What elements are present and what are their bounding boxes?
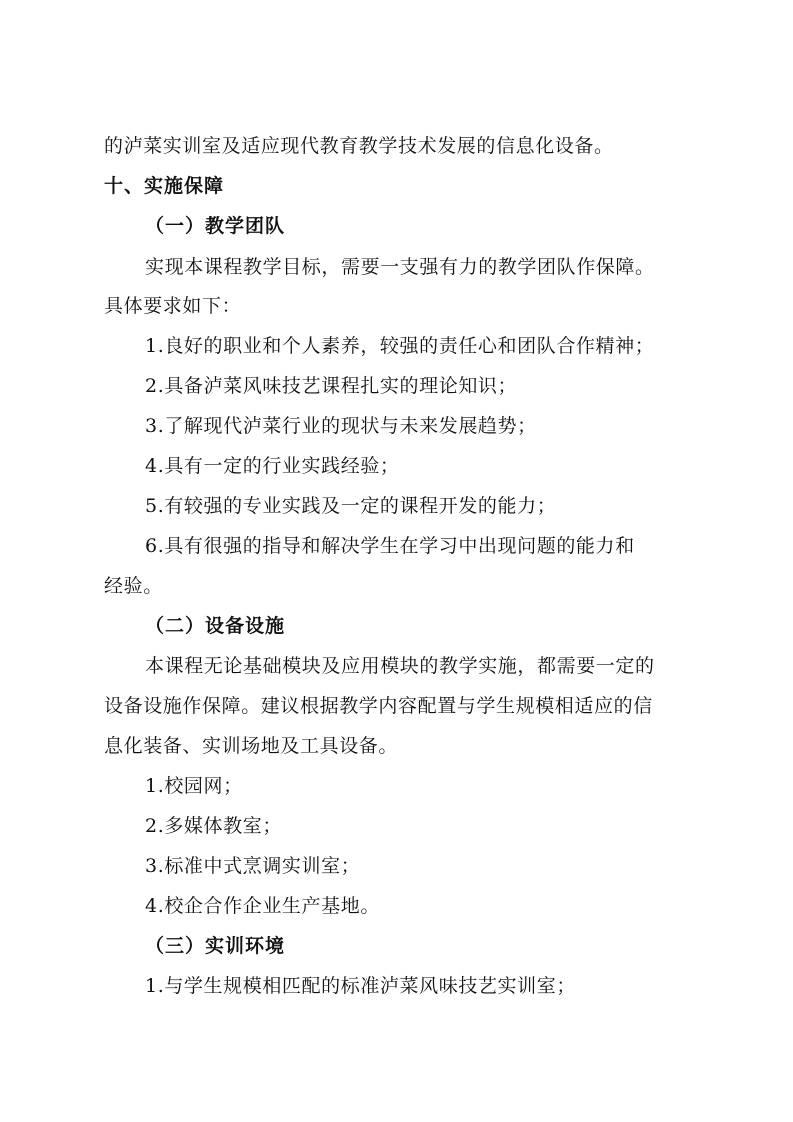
subsection-2-intro-line2: 设备设施作保障。建议根据教学内容配置与学生规模相适应的信: [104, 695, 653, 717]
list-item: 4.校企合作企业生产基地。: [145, 895, 380, 917]
subsection-1-title: （一）教学团队: [145, 215, 286, 237]
list-item: 2.具备泸菜风味技艺课程扎实的理论知识；: [145, 375, 518, 397]
list-item-continuation: 经验。: [104, 575, 163, 597]
list-item: 2.多媒体教室；: [145, 815, 282, 837]
list-item: 4.具有一定的行业实践经验；: [145, 455, 400, 477]
list-item: 5.有较强的专业实践及一定的课程开发的能力；: [145, 495, 557, 517]
list-item: 1.与学生规模相匹配的标准泸菜风味技艺实训室；: [145, 975, 576, 997]
list-item: 3.标准中式烹调实训室；: [145, 855, 361, 877]
subsection-2-title: （二）设备设施: [145, 615, 286, 637]
paragraph-continuation: 的泸菜实训室及适应现代教育教学技术发展的信息化设备。: [104, 135, 614, 157]
list-item: 1.良好的职业和个人素养，较强的责任心和团队合作精神；: [145, 335, 655, 357]
subsection-1-intro-line1: 实现本课程教学目标，需要一支强有力的教学团队作保障。: [145, 256, 655, 278]
list-item: 6.具有很强的指导和解决学生在学习中出现问题的能力和: [145, 535, 635, 557]
section-10-title: 十、实施保障: [104, 175, 225, 197]
list-item: 1.校园网；: [145, 775, 243, 797]
list-item: 3.了解现代泸菜行业的现状与未来发展趋势；: [145, 415, 537, 437]
subsection-1-intro-line2: 具体要求如下：: [104, 295, 242, 317]
subsection-3-title: （三）实训环境: [145, 935, 286, 957]
subsection-2-intro-line1: 本课程无论基础模块及应用模块的教学实施，都需要一定的: [145, 655, 655, 677]
subsection-2-intro-line3: 息化装备、实训场地及工具设备。: [104, 735, 399, 757]
